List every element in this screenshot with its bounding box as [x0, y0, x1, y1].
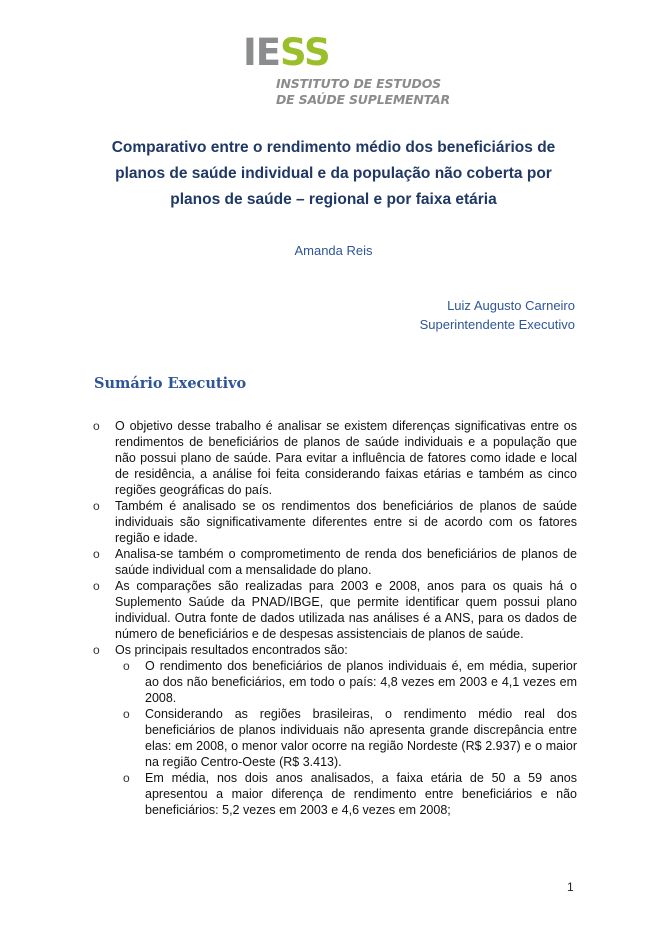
- title-line-2: planos de saúde individual e da população não coberta por: [115, 165, 552, 182]
- logo-line-1: INSTITUTO DE ESTUDOS: [276, 76, 441, 91]
- summary-list: [93, 418, 577, 818]
- signature-name: Luiz Augusto Carneiro: [447, 298, 575, 313]
- iess-logo: [239, 31, 450, 114]
- bullet-icon: o: [93, 499, 100, 513]
- document-title: [60, 135, 607, 213]
- section-title: Sumário Executivo: [94, 375, 247, 392]
- title-line-1: Comparativo entre o rendimento médio dos beneficiários de: [111, 139, 556, 156]
- bullet-icon: o: [123, 659, 130, 673]
- list-item: o Também é analisado se os rendimentos dos beneficiários de planos de saúde individuais são significativamente diferentes entre si de acordo com os fatores região e idade.: [93, 499, 577, 545]
- signature-role: Superintendente Executivo: [419, 317, 575, 332]
- list-item: o O objetivo desse trabalho é analisar se existem diferenças significativas entre os rendimentos de beneficiários de planos de saúde individuais e a população que não possui plano de saúde. Para evitar a influência de fatores como idade e local de residência, a análise foi feita considerando faixas etárias e também as cinco regiões geográficas do país.: [93, 419, 577, 497]
- list-item: o Analisa-se também o comprometimento de renda dos beneficiários de planos de saúde individual com a mensalidade do plano.: [93, 547, 577, 577]
- logo-mark: IESS: [243, 31, 330, 74]
- bullet-icon: o: [123, 707, 130, 721]
- author-name: Amanda Reis: [294, 243, 373, 258]
- title-line-3: planos de saúde – regional e por faixa etária: [170, 191, 497, 208]
- bullet-icon: o: [93, 419, 100, 433]
- results-sublist: [93, 658, 577, 818]
- sublist-item: o Considerando as regiões brasileiras, o rendimento médio real dos beneficiários de planos individuais não apresenta grande discrepância entre elas: em 2008, o menor valor ocorre na região Nordeste (R$ 2.937) e o maior na região Centro-Oeste (R$ 3.413).: [123, 707, 577, 769]
- sublist-item: o Em média, nos dois anos analisados, a faixa etária de 50 a 59 anos apresentou a maior diferença de rendimento entre beneficiários e não beneficiários: 5,2 vezes em 2003 e 4,6 vezes em 2008;: [123, 771, 577, 817]
- list-item: o Os principais resultados encontrados são:: [93, 643, 348, 657]
- bullet-icon: o: [93, 579, 100, 593]
- logo-line-2: DE SAÚDE SUPLEMENTAR: [276, 92, 450, 107]
- page-number: 1: [567, 880, 574, 894]
- bullet-icon: o: [93, 547, 100, 561]
- bullet-icon: o: [93, 643, 100, 657]
- list-item: o As comparações são realizadas para 2003 e 2008, anos para os quais há o Suplemento Saúde da PNAD/IBGE, que permite identificar quem possui plano individual. Outra fonte de dados utilizada nas análises é a ANS, para os dados de número de beneficiários e de despesas assistenciais de planos de saúde.: [93, 579, 577, 641]
- signature-block: [420, 296, 575, 334]
- sublist-item: o O rendimento dos beneficiários de planos individuais é, em média, superior ao dos não beneficiários, em todo o país: 4,8 vezes em 2003 e 4,1 vezes em 2008.: [123, 659, 577, 705]
- bullet-icon: o: [123, 771, 130, 785]
